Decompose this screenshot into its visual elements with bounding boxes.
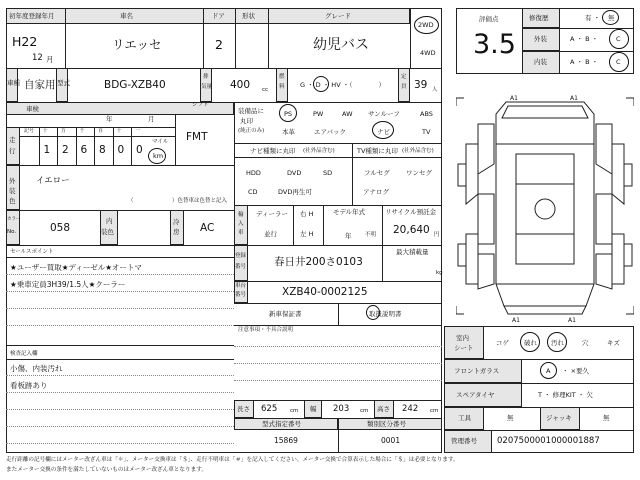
model-year-year: 年 xyxy=(345,232,352,240)
plate-value: 春日井200さ0103 xyxy=(274,256,363,268)
divider xyxy=(6,245,234,246)
windshield-grade: A xyxy=(546,367,551,375)
vin-label-1: 車台 xyxy=(235,283,247,289)
equipment-note: (純正のみ) xyxy=(238,128,265,134)
divider xyxy=(6,274,234,275)
repair-none: 無 xyxy=(608,14,615,22)
seat-yabure: 破れ xyxy=(524,339,537,347)
tv-title-note: (社外品含む) xyxy=(402,148,434,154)
tools-label: 工具 xyxy=(458,414,471,422)
diagram-mark-a1-front-left: A1 xyxy=(510,95,518,102)
usage-value: 自家用 xyxy=(24,79,56,91)
colorno-label-2: No. xyxy=(7,229,17,235)
mileage-label-box xyxy=(6,127,20,165)
mileage-cell-divider xyxy=(94,127,95,165)
divider xyxy=(6,359,234,360)
circle-ps xyxy=(279,104,297,122)
mileage-head-0: 記号 xyxy=(24,128,35,134)
divider xyxy=(234,281,442,282)
equip-airbag: エアバック xyxy=(314,128,346,136)
ac-label-1: 冷 xyxy=(173,218,180,226)
diagram-mark-a1-rear-right: A1 xyxy=(568,317,576,324)
mileage-head-5: 十 xyxy=(116,128,122,134)
divider xyxy=(234,346,442,347)
drive-2wd: 2WD xyxy=(418,21,434,29)
divider xyxy=(175,115,176,165)
model-label: 車名 xyxy=(120,12,133,20)
cc-unit: cc xyxy=(262,87,269,93)
vehicle-damage-diagram xyxy=(456,84,634,326)
inspection-year: 年 xyxy=(106,115,113,123)
import-right: 右 H xyxy=(300,210,314,218)
equip-pw: PW xyxy=(313,110,324,118)
type-label-2: 型式 xyxy=(57,79,70,87)
divider xyxy=(234,325,442,326)
navi-dvd-play: DVD再生可 xyxy=(278,188,312,196)
equipment-title-1: 装備品に xyxy=(238,107,264,115)
divider xyxy=(410,8,411,68)
interior-grade-options: A ・ B ・ xyxy=(570,58,599,66)
recycle-label: リサイクル預託金 xyxy=(385,208,437,216)
main-form-frame xyxy=(6,8,442,453)
length-label: 長さ xyxy=(237,405,250,413)
interior-grade-value: C xyxy=(616,58,621,66)
seat-label-1: 室内 xyxy=(456,334,469,342)
length-value: 625 xyxy=(261,404,278,414)
unit-mile: マイル xyxy=(152,139,169,145)
width-value: 203 xyxy=(333,404,350,414)
divider xyxy=(268,8,269,68)
import-label-1: 輸 xyxy=(238,212,244,218)
mileage-cell-divider xyxy=(57,127,58,165)
shift-value: FMT xyxy=(186,131,208,143)
recycle-amount: 20,640 xyxy=(393,224,430,236)
divider xyxy=(323,205,324,245)
mileage-digit-2: 6 xyxy=(80,144,88,156)
seat-label-2: シート xyxy=(454,344,474,352)
person-unit: 人 xyxy=(432,87,438,93)
equip-navi: ナビ xyxy=(377,128,390,136)
unit-km: km xyxy=(153,152,164,160)
seat-ana: 穴 xyxy=(582,339,589,347)
exterior-label-3: 色 xyxy=(9,197,16,205)
fuel-label-2: 料 xyxy=(279,84,285,90)
jack-label: ジャッキ xyxy=(546,414,572,422)
mileage-cell-divider xyxy=(39,127,40,165)
divider xyxy=(20,136,175,137)
mileage-digit-4: 0 xyxy=(117,144,125,156)
repair-options: 有 ・ xyxy=(585,14,601,22)
sales-line-1: ★ユーザー買取★ディーゼル★オートマ xyxy=(10,263,142,272)
class-value: 0001 xyxy=(381,436,401,445)
equip-ps: PS xyxy=(284,110,293,118)
footer-line-1: 走行距離の記号欄にはメーター改ざん車は「＊」、メーター交換車は「＄」、走行不明車は「＃」を記入してください。メーター交換で合算表示した場合に「＄」は必要となります。 xyxy=(6,457,459,463)
type-label-1: 車種 xyxy=(7,79,20,87)
inspector-line-2: 看板跡あり xyxy=(10,381,48,390)
class-label: 類別区分番号 xyxy=(367,420,406,428)
mileage-cell-divider xyxy=(76,127,77,165)
mileage-head-3: 千 xyxy=(79,128,85,134)
navi-title-note: (社外品含む) xyxy=(303,148,335,154)
capacity-value: 39 xyxy=(414,79,428,91)
model-name: リエッセ xyxy=(112,37,162,52)
import-label-2: 入 xyxy=(238,221,244,227)
divider xyxy=(6,291,234,292)
equip-aw: AW xyxy=(342,110,353,118)
footer-line-2: またメーター交換の条件を満たしていないものはメーター改ざん車となります。 xyxy=(6,467,207,473)
circle-manual xyxy=(366,305,380,320)
mileage-head-6: 一 xyxy=(135,128,141,134)
circle-fuel-d xyxy=(313,76,329,92)
colorno-label-1: カラー xyxy=(7,217,21,222)
kg-unit: kg xyxy=(436,270,443,276)
interior-grade-label: 内装 xyxy=(534,58,547,66)
capacity-label-2: 員 xyxy=(401,84,407,90)
divider xyxy=(6,392,234,393)
circle-windshield-a xyxy=(540,362,557,379)
mgmt-label: 管理番号 xyxy=(451,437,477,445)
tv-oneseg: ワンセグ xyxy=(406,169,432,177)
height-cm: cm xyxy=(430,408,439,414)
month-unit: 月 xyxy=(46,55,54,64)
mileage-digit-3: 8 xyxy=(99,144,106,156)
tools-value: 無 xyxy=(507,414,514,422)
ac-label-2: 房 xyxy=(173,228,180,236)
colorno-value: 058 xyxy=(50,222,71,234)
navi-dvd: DVD xyxy=(287,169,302,177)
type-cert-label: 型式指定番号 xyxy=(262,420,301,428)
divider xyxy=(203,8,204,68)
seat-label-box xyxy=(444,326,484,359)
divider xyxy=(234,363,442,364)
divider xyxy=(234,157,442,158)
first-reg-month: 12 xyxy=(32,53,43,63)
fuel-label-1: 燃 xyxy=(279,74,285,80)
spare-label: スペアタイヤ xyxy=(456,391,495,399)
navi-sd: SD xyxy=(323,169,333,177)
divider xyxy=(6,409,234,410)
shift-label: シフト xyxy=(192,102,209,108)
divider xyxy=(6,375,234,376)
seat-kizu: キズ xyxy=(607,339,620,347)
divider xyxy=(6,68,442,69)
first-reg-year: H22 xyxy=(12,34,38,49)
drive-4wd: 4WD xyxy=(420,49,436,57)
equip-abs: ABS xyxy=(420,110,433,118)
interior-label-2: 装色 xyxy=(101,228,114,236)
divider xyxy=(6,257,234,258)
max-load-label: 最大積載量 xyxy=(396,248,429,256)
circle-repair-none xyxy=(602,10,619,25)
equip-leather: 本革 xyxy=(282,128,295,136)
reg-label-1: 登録 xyxy=(235,253,247,259)
import-dealer: ディーラー xyxy=(256,210,288,218)
circle-exterior-grade xyxy=(609,29,629,49)
divider xyxy=(6,345,234,346)
spare-options: T ・ 修理KIT ・ 欠 xyxy=(538,391,593,399)
circle-interior-grade xyxy=(609,52,629,72)
height-label: 高さ xyxy=(377,405,390,413)
divider xyxy=(234,245,442,246)
notes-label: 注意事項・不具合説明 xyxy=(238,327,294,333)
first-reg-label: 初年度登録年月 xyxy=(9,12,55,20)
navi-title: ナビ種類に丸印 xyxy=(250,147,296,155)
mileage-cell-divider xyxy=(131,127,132,165)
manual: 取扱説明書 xyxy=(369,310,402,318)
sales-line-2: ★乗車定員3H39/1.5人★クーラー xyxy=(10,280,126,289)
circle-yabure xyxy=(520,332,540,352)
grade-label: グレード xyxy=(325,12,351,20)
divider xyxy=(6,443,234,444)
tv-title: TV種類に丸印 xyxy=(357,147,398,155)
ac-value: AC xyxy=(200,222,215,234)
divider xyxy=(293,205,294,245)
new-warranty: 新車保証書 xyxy=(269,310,302,318)
exterior-label-1: 外 xyxy=(9,177,16,185)
grade-value: 幼児バス xyxy=(313,37,369,53)
exterior-label-2: 装 xyxy=(9,187,16,195)
diagram-mark-a1-rear-left: A1 xyxy=(512,317,520,324)
divider xyxy=(382,205,383,245)
circle-km xyxy=(148,148,166,164)
mgmt-value: 0207500001000001887 xyxy=(497,436,600,446)
circle-navi xyxy=(372,121,394,139)
capacity-label-1: 定 xyxy=(401,74,407,80)
divider xyxy=(234,380,442,381)
inspection-label: 車検 xyxy=(26,105,39,113)
repaint-note: （ ）色替車は色替と記入 xyxy=(128,198,228,204)
navi-cd: CD xyxy=(248,188,258,196)
model-year-unknown: 不明 xyxy=(365,232,377,238)
fuel-options: G ・ D ・ HV ・（ ） xyxy=(300,81,385,89)
mileage-head-4: 百 xyxy=(98,128,104,134)
score-label: 評価点 xyxy=(479,15,499,23)
inspector-label: 検査記入欄 xyxy=(10,351,38,357)
divider xyxy=(338,303,339,325)
divider xyxy=(234,400,442,401)
vin-label-2: 番号 xyxy=(235,292,247,298)
exterior-grade-label: 外装 xyxy=(534,35,547,43)
mileage-label-1: 走 xyxy=(9,136,16,144)
length-cm: cm xyxy=(290,408,299,414)
equipment-title-2: 丸印 xyxy=(240,117,253,125)
type-cert-value: 15869 xyxy=(274,436,298,445)
exterior-grade-options: A ・ B ・ xyxy=(570,35,599,43)
divider xyxy=(6,165,234,166)
displacement-label-1: 排 xyxy=(203,74,209,80)
circle-yogore xyxy=(547,332,567,352)
sales-points-label: セールスポイント xyxy=(10,249,54,255)
height-value: 242 xyxy=(402,404,419,414)
mileage-cell-divider xyxy=(113,127,114,165)
inspector-line-1: 小傷、内装汚れ xyxy=(10,364,63,373)
equip-tv: TV xyxy=(422,128,431,136)
navi-hdd: HDD xyxy=(246,169,261,177)
divider xyxy=(235,8,236,68)
shape-label: 形状 xyxy=(242,12,255,20)
width-label: 幅 xyxy=(310,405,317,413)
mileage-head-1: 十 xyxy=(42,128,48,134)
reg-label-2: 番号 xyxy=(235,264,247,270)
repair-label: 修復歴 xyxy=(529,14,549,22)
divider xyxy=(352,143,353,205)
divider xyxy=(65,8,66,68)
divider xyxy=(6,308,234,309)
jack-value: 無 xyxy=(603,414,610,422)
circle-2wd xyxy=(414,16,439,34)
import-left: 左 H xyxy=(300,230,314,238)
doors-value: 2 xyxy=(215,37,223,52)
exterior-color: イエロー xyxy=(36,176,70,186)
yen-unit: 円 xyxy=(434,232,440,238)
doors-label: ドア xyxy=(212,12,225,20)
colorno-label-box xyxy=(6,210,20,245)
divider xyxy=(6,325,234,326)
tv-analog: アナログ xyxy=(363,188,389,196)
displacement-label-2: 気量 xyxy=(201,84,213,90)
mileage-label-2: 行 xyxy=(9,147,16,155)
mileage-head-2: 万 xyxy=(61,128,67,134)
reg-label-box xyxy=(234,245,248,281)
mileage-digit-0: 1 xyxy=(43,144,51,156)
divider xyxy=(234,205,442,206)
score-value: 3.5 xyxy=(473,29,516,60)
divider xyxy=(234,143,442,144)
model-code: BDG-XZB40 xyxy=(104,79,166,91)
vin-value: XZB40-0002125 xyxy=(282,286,368,298)
model-year-label: モデル年式 xyxy=(333,208,366,216)
import-label-3: 車 xyxy=(238,230,244,236)
windshield-rest: ・ ×要久 xyxy=(562,367,590,375)
windshield-label: フロントガラス xyxy=(454,367,500,375)
tv-fullseg: フルセグ xyxy=(364,169,390,177)
inspection-month: 月 xyxy=(148,115,155,123)
seat-yogore: 汚れ xyxy=(551,339,564,347)
equip-sunroof: サンルーフ xyxy=(368,110,400,118)
divider xyxy=(338,418,339,453)
divider xyxy=(6,210,234,211)
interior-label-1: 内 xyxy=(106,217,113,225)
width-cm: cm xyxy=(360,408,369,414)
displacement-value: 400 xyxy=(230,79,251,91)
divider xyxy=(6,426,234,427)
mileage-digit-1: 2 xyxy=(62,144,69,156)
exterior-grade-value: C xyxy=(616,35,621,43)
divider xyxy=(382,245,383,281)
seat-koge: コゲ xyxy=(496,339,509,347)
mileage-digit-5: 0 xyxy=(136,144,143,156)
import-parallel: 並行 xyxy=(264,230,277,238)
diagram-mark-a1-front-right: A1 xyxy=(570,95,578,102)
